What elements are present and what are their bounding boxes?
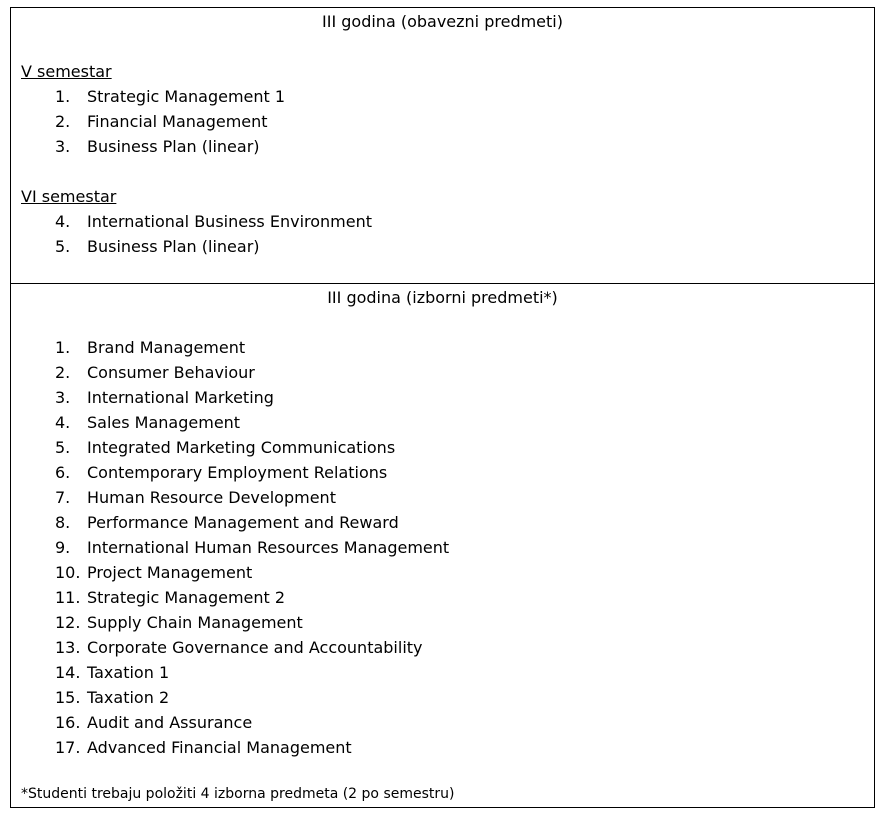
course-name: Corporate Governance and Accountability bbox=[87, 638, 423, 657]
course-name: Integrated Marketing Communications bbox=[87, 438, 396, 457]
curriculum-table bbox=[10, 7, 875, 808]
course-number: 5. bbox=[55, 237, 71, 256]
course-number: 3. bbox=[55, 388, 71, 407]
course-number: 2. bbox=[55, 112, 71, 131]
course-number: 3. bbox=[55, 137, 71, 156]
course-name: Financial Management bbox=[87, 112, 268, 131]
course-name: Contemporary Employment Relations bbox=[87, 463, 388, 482]
course-name: Consumer Behaviour bbox=[87, 363, 255, 382]
course-number: 4. bbox=[55, 413, 71, 432]
semester-5-heading: V semestar bbox=[21, 62, 112, 81]
course-name: Sales Management bbox=[87, 413, 241, 432]
course-name: Project Management bbox=[87, 563, 253, 582]
course-name: Performance Management and Reward bbox=[87, 513, 399, 532]
course-number: 5. bbox=[55, 438, 71, 457]
course-number: 12. bbox=[55, 613, 81, 632]
elective-courses-cell bbox=[11, 284, 874, 807]
course-number: 17. bbox=[55, 738, 81, 757]
course-name: Strategic Management 1 bbox=[87, 87, 286, 106]
mandatory-courses-cell bbox=[11, 8, 874, 284]
course-number: 6. bbox=[55, 463, 71, 482]
course-name: Supply Chain Management bbox=[87, 613, 303, 632]
course-name: Brand Management bbox=[87, 338, 246, 357]
course-number: 11. bbox=[55, 588, 81, 607]
course-name: Human Resource Development bbox=[87, 488, 336, 507]
course-number: 7. bbox=[55, 488, 71, 507]
course-name: International Marketing bbox=[87, 388, 274, 407]
course-name: Strategic Management 2 bbox=[87, 588, 286, 607]
elective-footnote: *Studenti trebaju položiti 4 izborna predmeta (2 po semestru) bbox=[21, 786, 455, 802]
course-number: 13. bbox=[55, 638, 81, 657]
course-number: 4. bbox=[55, 212, 71, 231]
course-number: 1. bbox=[55, 87, 71, 106]
course-name: Business Plan (linear) bbox=[87, 237, 260, 256]
course-name: International Human Resources Management bbox=[87, 538, 450, 557]
course-name: Business Plan (linear) bbox=[87, 137, 260, 156]
course-number: 8. bbox=[55, 513, 71, 532]
course-number: 2. bbox=[55, 363, 71, 382]
course-number: 10. bbox=[55, 563, 81, 582]
course-name: Taxation 2 bbox=[87, 688, 170, 707]
semester-6-heading: VI semestar bbox=[21, 187, 117, 206]
course-number: 1. bbox=[55, 338, 71, 357]
course-number: 9. bbox=[55, 538, 71, 557]
course-name: Advanced Financial Management bbox=[87, 738, 352, 757]
mandatory-title: III godina (obavezni predmeti) bbox=[322, 12, 563, 31]
elective-title: III godina (izborni predmeti*) bbox=[327, 288, 558, 307]
course-name: International Business Environment bbox=[87, 212, 373, 231]
course-name: Taxation 1 bbox=[87, 663, 170, 682]
course-number: 14. bbox=[55, 663, 81, 682]
course-number: 15. bbox=[55, 688, 81, 707]
course-name: Audit and Assurance bbox=[87, 713, 253, 732]
course-number: 16. bbox=[55, 713, 81, 732]
